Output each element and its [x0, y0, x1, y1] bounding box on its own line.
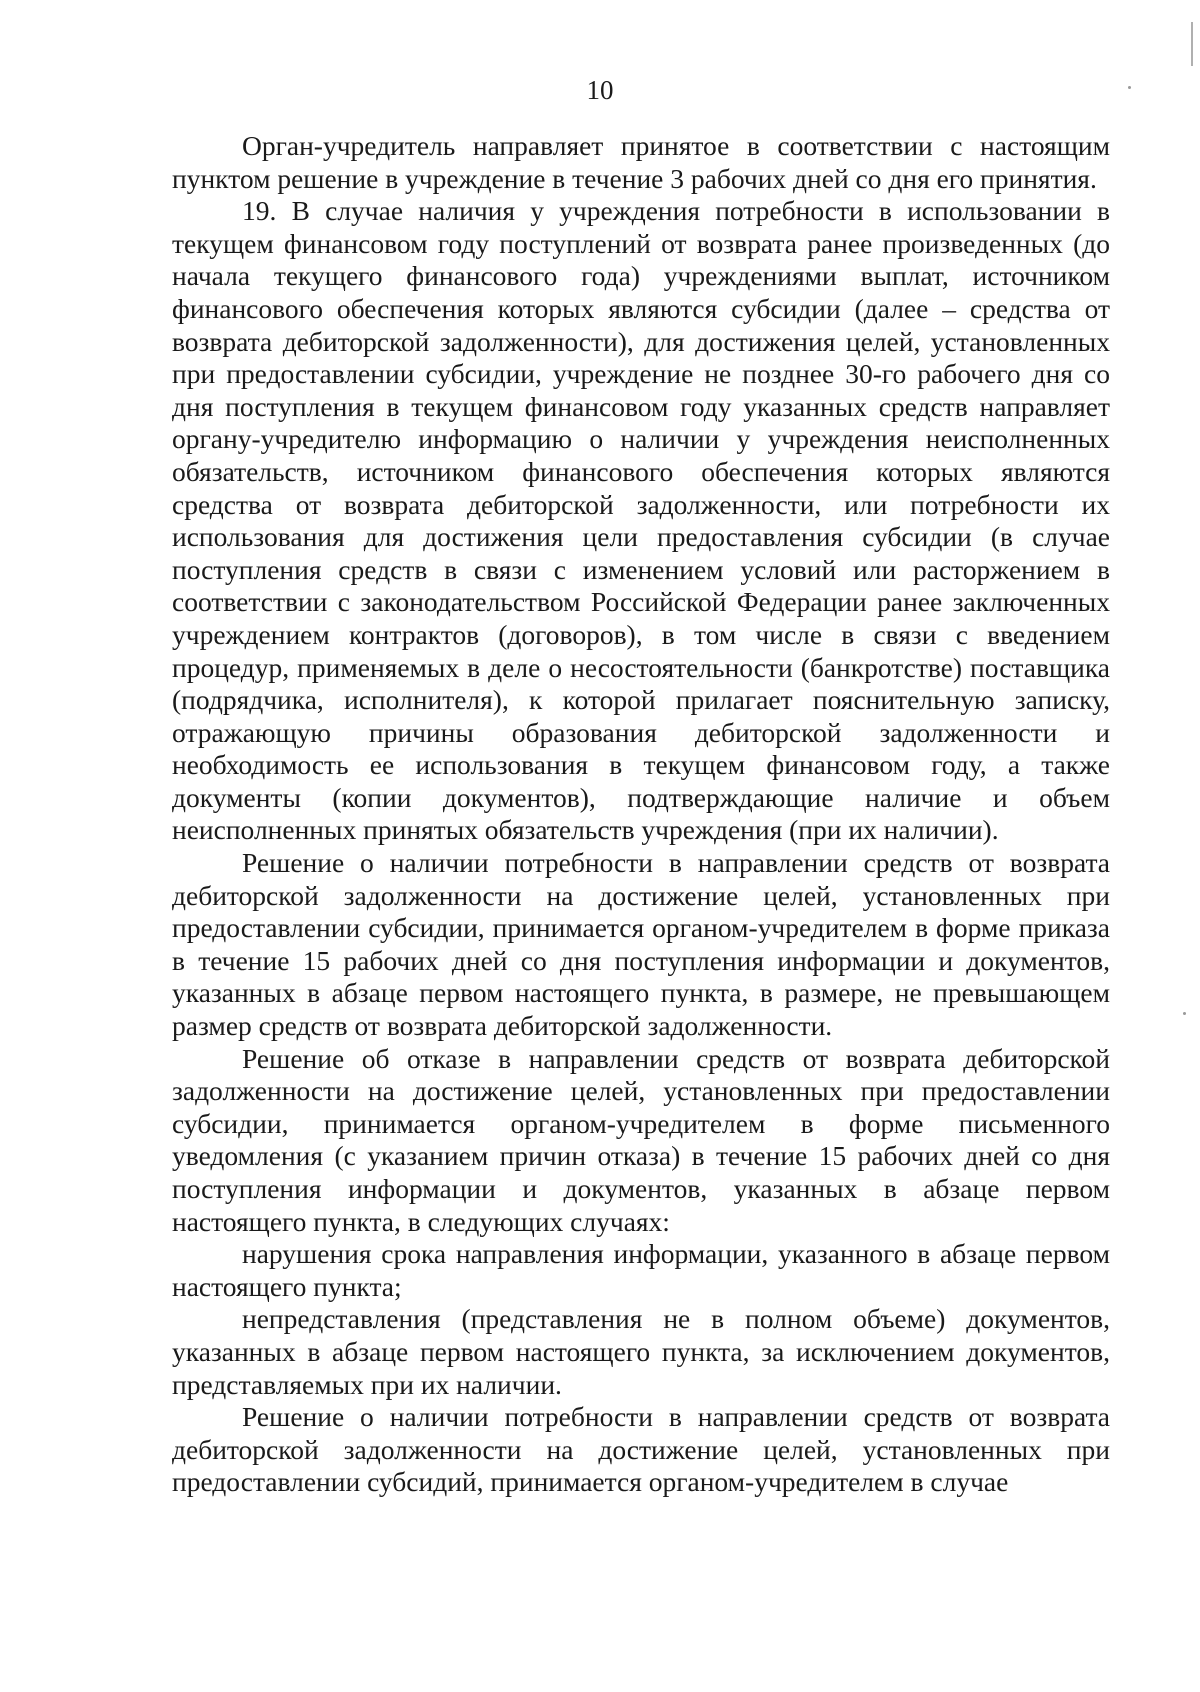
paragraph: Решение об отказе в направлении средств от возврата дебиторской задолженности на достижение целей, установленных при предоставлении субсидии, принимается органом-учредителем в форме письменного уведомления (с указанием причин отказа) в течение 15 рабочих дней со дня поступления информации и документов, указанных в абзаце первом настоящего пункта, в следующих случаях: [172, 1042, 1110, 1237]
document-body [172, 130, 1110, 1499]
paragraph: 19. В случае наличия у учреждения потребности в использовании в текущем финансовом году поступлений от возврата ранее произведенных (до начала текущего финансового года) учреждениями выплат, источником финансового обеспечения которых являются субсидии (далее – средства от возврата дебиторской задолженности), для достижения целей, установленных при предоставлении субсидии, учреждение не позднее 30-го рабочего дня со дня поступления в текущем финансовом году указанных средств направляет органу-учредителю информацию о наличии у учреждения неисполненных обязательств, источником финансового обеспечения которых являются средства от возврата дебиторской задолженности, или потребности их использования для достижения цели предоставления субсидии (в случае поступления средств в связи с изменением условий или расторжением в соответствии с законодательством Российской Федерации ранее заключенных учреждением контрактов (договоров), в том числе в связи с введением процедур, применяемых в деле о несостоятельности (банкротстве) поставщика (подрядчика, исполнителя), к которой прилагает пояснительную записку, отражающую причины образования дебиторской задолженности и необходимость ее использования в текущем финансовом году, а также документы (копии документов), подтверждающие наличие и объем неисполненных принятых обязательств учреждения (при их наличии). [172, 195, 1110, 846]
scan-artifact-line [1191, 22, 1193, 66]
paragraph: непредставления (представления не в полном объеме) документов, указанных в абзаце первом настоящего пункта, за исключением документов, представляемых при их наличии. [172, 1303, 1110, 1400]
page-number: 10 [586, 75, 614, 105]
paragraph: Решение о наличии потребности в направлении средств от возврата дебиторской задолженности на достижение целей, установленных при предоставлении субсидии, принимается органом-учредителем в форме приказа в течение 15 рабочих дней со дня поступления информации и документов, указанных в абзаце первом настоящего пункта, в размере, не превышающем размер средств от возврата дебиторской задолженности. [172, 847, 1110, 1042]
paragraph: нарушения срока направления информации, указанного в абзаце первом настоящего пункта; [172, 1238, 1110, 1302]
scan-artifact-dot [1183, 1012, 1186, 1015]
paragraph: Решение о наличии потребности в направлении средств от возврата дебиторской задолженности на достижение целей, установленных при предоставлении субсидий, принимается органом-учредителем в случае [172, 1401, 1110, 1498]
paragraph: Орган-учредитель направляет принятое в соответствии с настоящим пунктом решение в учреждение в течение 3 рабочих дней со дня его принятия. [172, 130, 1110, 194]
